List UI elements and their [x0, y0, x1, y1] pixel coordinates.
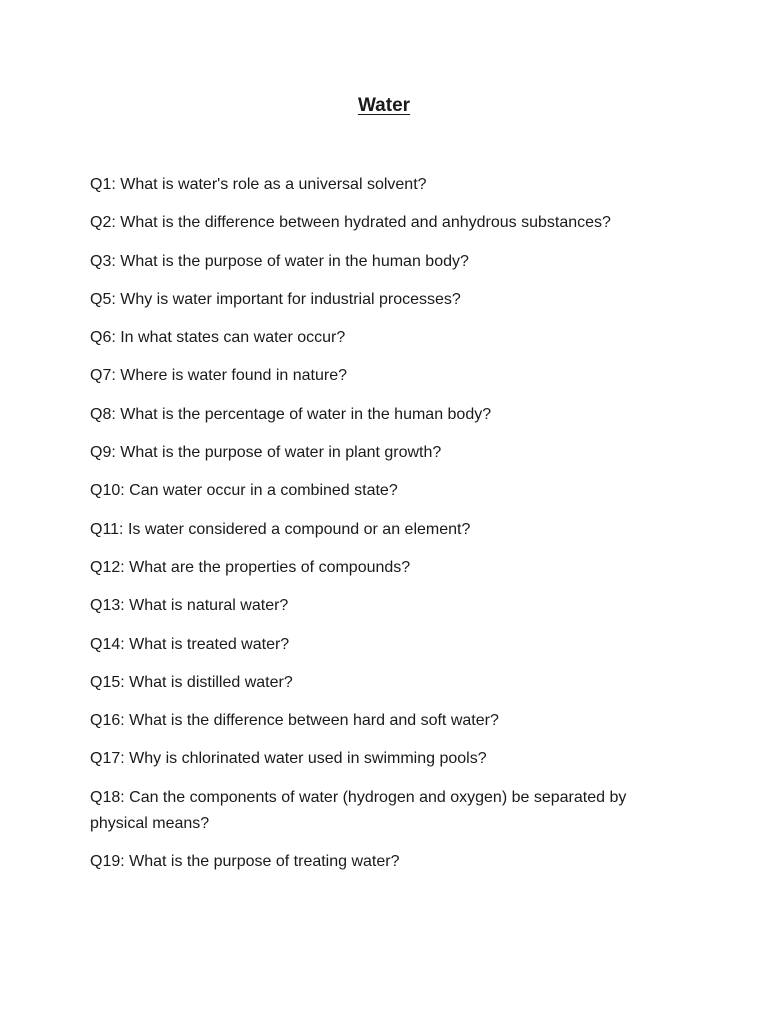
question-item: Q1: What is water's role as a universal solvent?	[90, 176, 427, 193]
question-item: Q8: What is the percentage of water in the human body?	[90, 405, 492, 423]
question-item: Q14: What is treated water?	[90, 635, 290, 653]
question-item: Q5: Why is water important for industrial processes?	[90, 290, 461, 308]
question-list	[90, 172, 650, 887]
question-item: Q7: Where is water found in nature?	[90, 367, 348, 385]
question-item: Q17: Why is chlorinated water used in swimming pools?	[90, 750, 487, 768]
question-item: Q9: What is the purpose of water in plant growth?	[90, 444, 442, 462]
question-item: Q2: What is the difference between hydrated and anhydrous substances?	[90, 214, 611, 232]
question-item: Q11: Is water considered a compound or an element?	[90, 520, 471, 538]
question-item: Q3: What is the purpose of water in the human body?	[90, 252, 469, 270]
question-item: Q19: What is the purpose of treating water?	[90, 853, 400, 871]
question-item: Q16: What is the difference between hard and soft water?	[90, 712, 499, 730]
document-title: Water	[357, 95, 411, 116]
question-item: Q15: What is distilled water?	[90, 673, 293, 691]
question-item: Q6: In what states can water occur?	[90, 329, 346, 347]
question-item: Q12: What are the properties of compounds?	[90, 558, 411, 576]
question-item: Q13: What is natural water?	[90, 597, 289, 615]
question-item: Q18: Can the components of water (hydrogen and oxygen) be separated by physical means?	[90, 788, 627, 832]
question-item: Q10: Can water occur in a combined state?	[90, 482, 398, 500]
